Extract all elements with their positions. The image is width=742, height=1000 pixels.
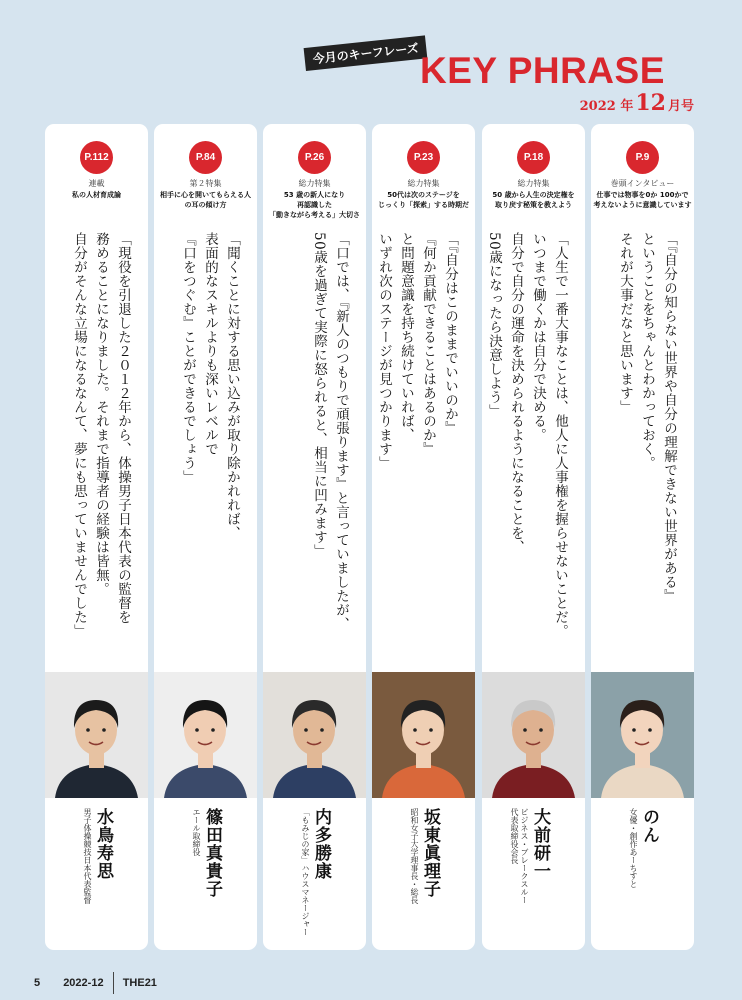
quote-card	[154, 124, 257, 950]
issue-month-unit: 月号	[667, 99, 694, 114]
person-role: 昭和女子大学理事長・総長	[410, 808, 419, 904]
page-badge: P.9	[626, 141, 659, 174]
page-title: KEY PHRASE	[420, 50, 665, 91]
portrait-photo	[154, 672, 257, 798]
page-badge: P.84	[189, 141, 222, 174]
person-name: 篠田真貴子	[202, 808, 222, 898]
card-subtitle: 仕事では物事を0か 100かで 考えないように意識しています	[593, 191, 692, 209]
quote-card	[45, 124, 148, 950]
issue-label	[580, 90, 694, 116]
card-category: 総力特集	[298, 179, 331, 188]
issue-month: 12	[635, 90, 666, 116]
person-name: のん	[639, 808, 659, 844]
portrait-illustration	[263, 672, 366, 798]
footer-issue: 2022-12	[63, 976, 104, 989]
portrait-illustration	[154, 672, 257, 798]
portrait-photo	[482, 672, 585, 798]
footer-magazine: THE21	[122, 976, 157, 989]
person-role: 「もみじの家」ハウスマネージャー	[301, 808, 310, 936]
page-number: 5	[34, 976, 41, 989]
section-subtitle: 今月のキーフレーズ	[304, 35, 428, 71]
person-role: エール取締役	[192, 808, 201, 856]
page-footer	[34, 972, 177, 994]
card-category: 総力特集	[407, 179, 440, 188]
portrait-illustration	[482, 672, 585, 798]
card-subtitle: 50代は次のステージを じっくり「探索」する時期だ	[378, 191, 469, 209]
card-subtitle: 53 歳の新人になり 再認識した 「動きながら考える」大切さ	[269, 191, 360, 219]
card-quote: 「『自分の知らない世界や自分の理解できない世界がある』 ということをちゃんとわかっておく。 それが大事だなと思います」	[617, 232, 677, 604]
card-quote: 「『自分はこのままでいいのか』 『何か貢献できることはあるのか』 と問題意識を持ち続けていれば、 いずれ次のステージが見つかります」	[376, 232, 458, 470]
quote-card	[263, 124, 366, 950]
card-category: 連載	[88, 179, 105, 188]
person-role: 女優・創作あーちすと	[629, 808, 638, 888]
card-category: 第２特集	[189, 179, 222, 188]
portrait-photo	[372, 672, 475, 798]
portrait-photo	[45, 672, 148, 798]
person-role: ビジネス・ブレークスルー 代表取締役会長	[510, 808, 529, 904]
portrait-photo	[591, 672, 694, 798]
card-quote: 「人生で一番大事なことは、他人に人事権を握らせないことだ。 いつまで働くかは自分で決める。 自分で自分の運命を決められるようになることを、 50歳になったら決意しよう」	[486, 232, 568, 638]
card-subtitle: 相手に心を開いてもらえる人 の耳の傾け方	[160, 191, 251, 209]
quote-card	[482, 124, 585, 950]
person-name: 坂東眞理子	[420, 808, 440, 898]
page-badge: P.23	[407, 141, 440, 174]
person-name: 内多勝康	[311, 808, 331, 880]
page-badge: P.18	[517, 141, 550, 174]
page-header	[0, 0, 742, 120]
person-name: 大前研一	[530, 808, 550, 880]
card-quote: 「現役を引退した２０１２年から、体操男子日本代表の監督を 務めることになりました。それまで指導者の経験は皆無。 自分がそんな立場になるなんて、夢にも思っていませんでした」	[71, 232, 131, 638]
person-name: 水鳥寿思	[93, 808, 113, 880]
footer-divider	[113, 972, 114, 994]
card-subtitle: 私の人材育成論	[72, 191, 121, 199]
portrait-illustration	[591, 672, 694, 798]
page-badge: P.112	[80, 141, 113, 174]
card-quote: 「口では、『新人のつもりで頑張ります』と言っていましたが、 50歳を過ぎて実際に怒られると、相当に凹みます」	[311, 232, 349, 632]
quote-card	[372, 124, 475, 950]
quote-card	[591, 124, 694, 950]
issue-year: 2022 年	[579, 99, 634, 114]
portrait-photo	[263, 672, 366, 798]
card-subtitle: 50 歳から人生の決定権を 取り戻す秘策を教えよう	[492, 191, 575, 209]
card-category: 巻頭インタビュー	[610, 179, 675, 188]
card-quote: 「聞くことに対する思い込みが取り除かれれば、 表面的なスキルよりも深いレベルで 『口をつぐむ』ことができるでしょう」	[180, 232, 240, 540]
page-badge: P.26	[298, 141, 331, 174]
person-role: 男子体操競技日本代表監督	[83, 808, 92, 904]
card-category: 総力特集	[517, 179, 550, 188]
portrait-illustration	[45, 672, 148, 798]
portrait-illustration	[372, 672, 475, 798]
